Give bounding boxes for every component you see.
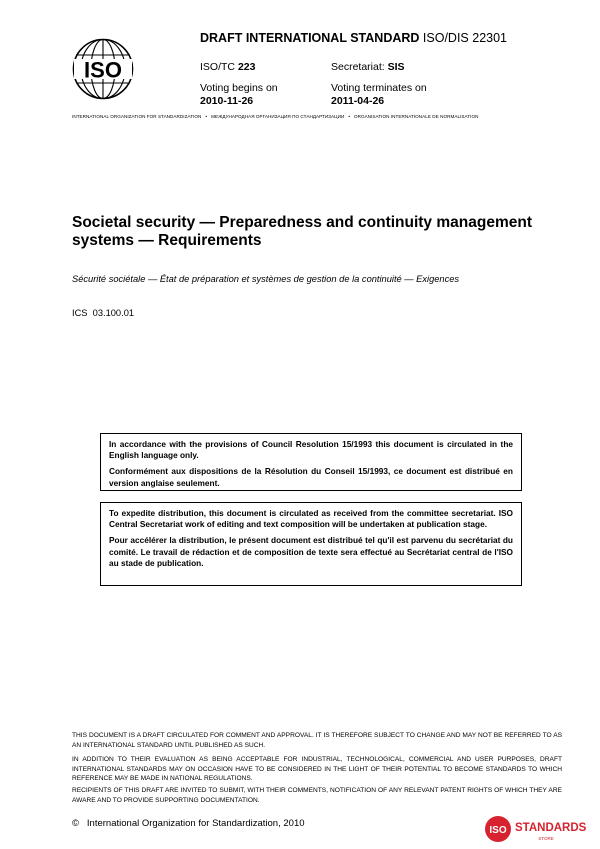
voting-begins-date: 2010-11-26 xyxy=(200,95,254,107)
copyright-symbol: © xyxy=(72,818,79,829)
separator-dot: • xyxy=(205,114,208,119)
tc-field xyxy=(200,61,255,74)
distribution-notice-fr: Pour accélérer la distribution, le présent document est distribué tel qu'il est parvenu du secrétariat du comité. Le travail de rédaction et de composition de texte sera effectué au Secrétariat central de l'ISO au stade de publication. xyxy=(109,535,513,568)
distribution-notice-en: To expedite distribution, this document is circulated as received from the committee secretariat. ISO Central Secretariat work of editing and text composition will be undertaken at publication stage. xyxy=(109,508,513,530)
organization-names xyxy=(72,114,478,119)
copyright-text: International Organization for Standardization, 2010 xyxy=(86,818,305,829)
language-notice-fr: Conformément aux dispositions de la Résolution du Conseil 15/1993, ce document est distribué en version anglaise seulement. xyxy=(109,466,513,488)
iso-logo-text: ISO xyxy=(84,57,122,83)
store-brand: ISO xyxy=(489,825,507,836)
language-notice-box xyxy=(100,433,522,491)
tc-value: 223 xyxy=(237,61,256,73)
doc-number: ISO/DIS 22301 xyxy=(422,31,507,45)
language-notice-en: In accordance with the provisions of Council Resolution 15/1993 this document is circulated in the English language only. xyxy=(109,439,513,461)
org-name-ru: МЕЖДУНАРОДНАЯ ОРГАНИЗАЦИЯ ПО СТАНДАРТИЗАЦИИ xyxy=(211,114,345,119)
secretariat-value: SIS xyxy=(387,61,405,73)
voting-terminates-label: Voting terminates on xyxy=(331,82,427,94)
separator-dot: • xyxy=(348,114,350,119)
ics-classification xyxy=(72,308,134,318)
evaluation-note: IN ADDITION TO THEIR EVALUATION AS BEING ACCEPTABLE FOR INDUSTRIAL, TECHNOLOGICAL, COMMERCIAL AND USER PURPOSES, DRAFT INTERNATIONAL STANDARDS MAY ON OCCASION HAVE TO BE CONSIDERED IN THE LIGHT OF THEIR POTENTIAL TO BECOME STANDARDS TO WHICH REFERENCE MAY BE MADE IN NATIONAL REGULATIONS. xyxy=(72,756,562,782)
document-title: Societal security — Preparedness and continuity management systems — Requirements xyxy=(72,214,532,249)
secretariat-label: Secretariat: xyxy=(331,61,385,73)
voting-terminates-field xyxy=(331,82,427,108)
ics-label: ICS xyxy=(72,308,88,318)
document-type-heading xyxy=(200,31,507,45)
secretariat-field xyxy=(331,61,405,74)
store-sublabel: STORE xyxy=(538,836,554,841)
voting-begins-label: Voting begins on xyxy=(200,82,278,94)
ics-value: 03.100.01 xyxy=(92,308,135,318)
distribution-notice-box xyxy=(100,502,522,586)
iso-logo xyxy=(72,38,134,100)
iso-store-watermark xyxy=(484,815,594,843)
copyright-notice xyxy=(72,818,305,829)
store-label: STANDARDS xyxy=(515,822,587,834)
tc-label: ISO/TC xyxy=(200,61,236,73)
voting-begins-field xyxy=(200,82,278,108)
org-name-en: INTERNATIONAL ORGANIZATION FOR STANDARDIZATION xyxy=(72,114,202,119)
org-name-fr: ORGANISATION INTERNATIONALE DE NORMALISATION xyxy=(353,114,479,119)
doc-type: DRAFT INTERNATIONAL STANDARD xyxy=(200,31,420,45)
draft-disclaimer: THIS DOCUMENT IS A DRAFT CIRCULATED FOR COMMENT AND APPROVAL. IT IS THEREFORE SUBJECT TO CHANGE AND MAY NOT BE REFERRED TO AS AN INTERNATIONAL STANDARD UNTIL PUBLISHED AS SUCH. xyxy=(72,732,562,749)
document-subtitle-fr: Sécurité sociétale — État de préparation et systèmes de gestion de la continuité — Exigences xyxy=(72,274,460,284)
voting-terminates-date: 2011-04-26 xyxy=(331,95,385,107)
patent-rights-note: RECIPIENTS OF THIS DRAFT ARE INVITED TO SUBMIT, WITH THEIR COMMENTS, NOTIFICATION OF ANY RELEVANT PATENT RIGHTS OF WHICH THEY ARE AWARE AND TO PROVIDE SUPPORTING DOCUMENTATION. xyxy=(72,787,562,804)
